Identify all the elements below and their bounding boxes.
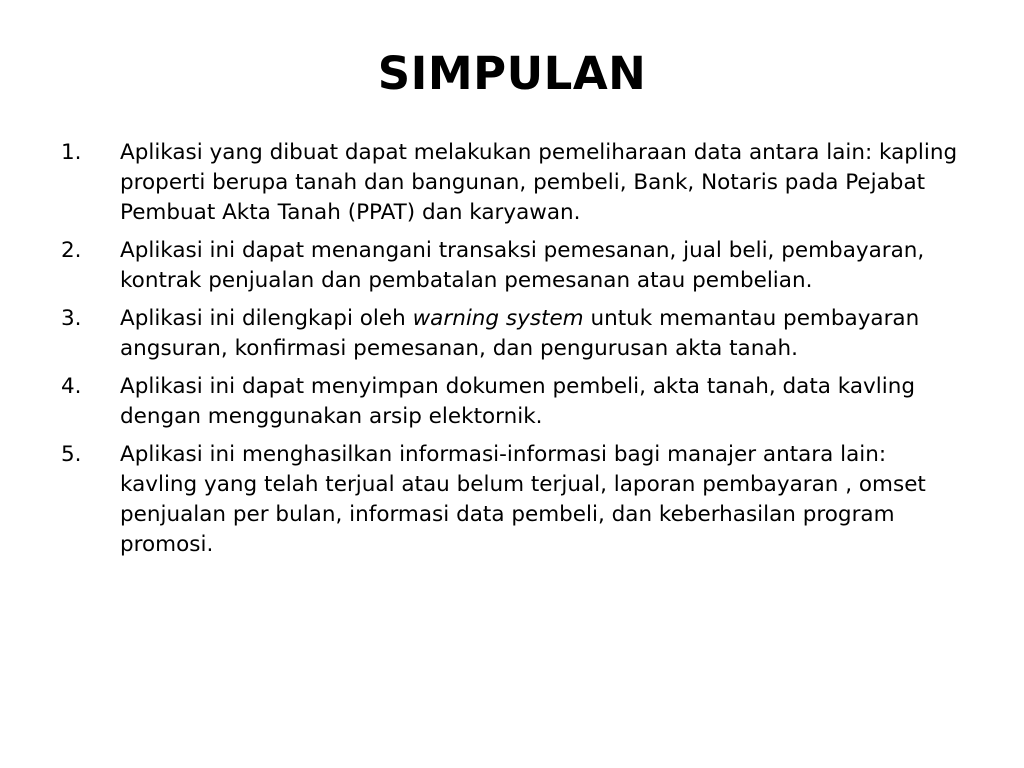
- list-item-text-emphasis: warning system: [412, 306, 584, 331]
- list-item: [61, 372, 961, 432]
- list-item-number: 4.: [61, 374, 82, 399]
- list-item-text: [120, 304, 961, 364]
- list-item-text-end: untuk memantau pembayaran angsuran, konfirmasi pemesanan, dan pengurusan akta tanah.: [120, 306, 920, 361]
- conclusion-list: [61, 138, 961, 568]
- list-item-number: 3.: [61, 306, 82, 331]
- list-item: [61, 236, 961, 296]
- list-item-number: 1.: [61, 140, 82, 165]
- list-item-number: 2.: [61, 238, 82, 263]
- list-item: [61, 304, 961, 364]
- list-item-text: Aplikasi ini dapat menyimpan dokumen pembeli, akta tanah, data kavling dengan menggunakan arsip elektornik.: [120, 374, 915, 429]
- slide-title: SIMPULAN: [377, 47, 647, 100]
- list-item: [61, 440, 961, 560]
- list-item-text: Aplikasi ini dapat menangani transaksi pemesanan, jual beli, pembayaran, kontrak penjualan dan pembatalan pemesanan atau pembelian.: [120, 238, 925, 293]
- list-item-text: Aplikasi ini menghasilkan informasi-informasi bagi manajer antara lain: kavling yang telah terjual atau belum terjual, laporan pembayaran , omset penjualan per bulan, informasi data pembeli, dan keberhasilan program promosi.: [120, 442, 926, 557]
- list-item-number: 5.: [61, 442, 82, 467]
- list-item-text: Aplikasi yang dibuat dapat melakukan pemeliharaan data antara lain: kapling properti berupa tanah dan bangunan, pembeli, Bank, Notaris pada Pejabat Pembuat Akta Tanah (PPAT) dan karyawan.: [120, 140, 958, 225]
- list-item: [61, 138, 961, 228]
- list-item-text-start: Aplikasi ini dilengkapi oleh: [120, 306, 413, 331]
